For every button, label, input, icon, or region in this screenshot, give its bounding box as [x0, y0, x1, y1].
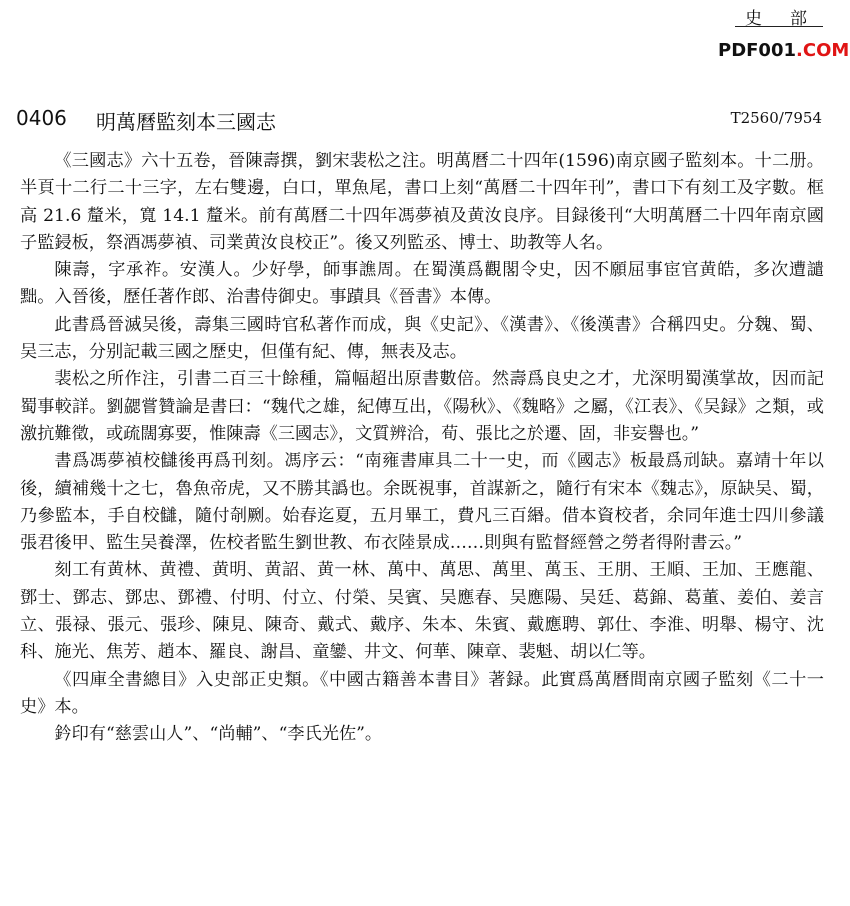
watermark-right: .COM — [796, 40, 850, 61]
paragraph-commentary: 裴松之所作注，引書二百三十餘種，篇幅超出原書數倍。然壽爲良史之才，尤深明蜀漢掌故，因而記蜀事較詳。劉勰嘗贊論是書曰：“魏代之雄，紀傳互出，《陽秋》、《魏略》之屬，《江表》、《吴録》之類，或激抗難徵，或疏闊寡要，惟陳壽《三國志》，文質辨洽，荀、張比之於遷、固，非妄譽也。” — [20, 369, 824, 444]
entry-title: 明萬曆監刻本三國志 — [96, 110, 276, 134]
entry-number: 0406 — [16, 106, 67, 130]
paragraph-preface: 書爲馮夢禎校讎後再爲刊刻。馮序云：“南雍書庫具二十一史，而《國志》板最爲刓缺。嘉靖十年以後，續補幾十之七，魯魚帝虎，又不勝其譌也。余既視事，首謀新之，隨行有宋本《魏志》，原缺吴、蜀，乃參監本，手自校讎，隨付剞劂。始春迄夏，五月畢工，費凡三百緡。借本資校者，余同年進士四川參議張君後甲、監生吴養澤，佐校者監生劉世教、布衣陸景成……則與有監督經營之勞者得附書云。” — [20, 451, 824, 554]
entry-call-number: T2560/7954 — [730, 109, 822, 127]
paragraph-edition: 《三國志》六十五卷，晉陳壽撰，劉宋裴松之注。明萬曆二十四年(1596)南京國子監刻本。十二册。半頁十二行二十三字，左右雙邊，白口，單魚尾，書口上刻“萬曆二十四年刊”，書口下有刻工及字數。框高 21.6 釐米，寬 14.1 釐米。前有萬曆二十四年馮夢禎及黄汝良序。目録後刊“大明萬曆二十四年南京國子監鋟板，祭酒馮夢禎、司業黄汝良校正”。後又列監丞、博士、助教等人名。 — [20, 151, 824, 253]
header-rule — [735, 26, 823, 27]
section-label: 史部 — [745, 9, 835, 29]
paragraph-author: 陳壽，字承祚。安漢人。少好學，師事譙周。在蜀漢爲觀閣令史，因不願屈事宦官黄皓，多次遭譴黜。入晉後，歷任著作郎、治書侍御史。事蹟具《晉書》本傳。 — [20, 260, 824, 308]
watermark — [718, 40, 849, 61]
paragraph-seals: 鈐印有“慈雲山人”、“尚輔”、“李氏光佐”。 — [54, 724, 383, 745]
paragraph-catalogues: 《四庫全書總目》入史部正史類。《中國古籍善本書目》著録。此實爲萬曆間南京國子監刻《二十一史》本。 — [20, 669, 824, 717]
watermark-left: PDF001 — [718, 40, 797, 61]
paragraph-content: 此書爲晉滅吴後，壽集三國時官私著作而成，與《史記》、《漢書》、《後漢書》合稱四史。分魏、蜀、吴三志，分别記載三國之歷史，但僅有紀、傳，無表及志。 — [20, 314, 824, 363]
paragraph-carvers: 刻工有黄林、黄禮、黄明、黄詔、黄一林、萬中、萬思、萬里、萬玉、王朋、王順、王加、王應龍、鄧士、鄧志、鄧忠、鄧禮、付明、付立、付榮、吴賓、吴應春、吴應陽、吴廷、葛錦、葛董、姜伯、姜言立、張禄、張元、張珍、陳見、陳奇、戴式、戴序、朱本、朱賓、戴應聘、郭仕、李淮、明舉、楊守、沈科、施光、焦芳、趙本、羅良、謝昌、童鑾、井文、何華、陳章、裴魁、胡以仁等。 — [20, 560, 824, 663]
entry-header — [16, 106, 822, 134]
entry-body — [20, 148, 824, 749]
